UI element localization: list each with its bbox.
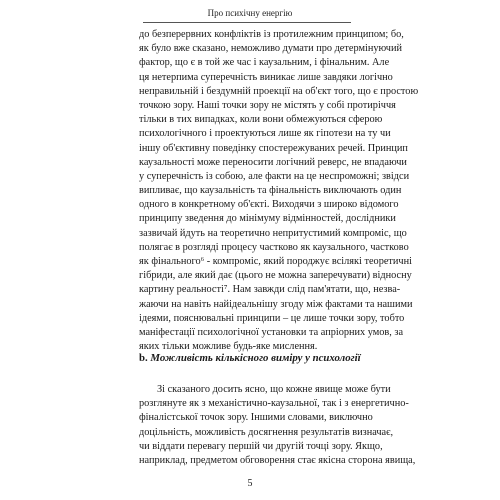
text-line: наприклад, предметом обговорення стає якісна сторона явища, [139, 454, 416, 466]
section-heading [139, 351, 361, 365]
text-line: іншу об'єктивну поведінку спостережуваних речей. Принцип [139, 142, 408, 154]
text-line: доцільність, можливість досягнення результатів визначає, [139, 426, 394, 438]
text-line: картину реальності⁷. Нам завжди слід пам'ятати, що, незва- [139, 284, 401, 296]
text-line: до безперервних конфліктів із протилежним принципом; бо, [139, 29, 404, 40]
paragraph-2 [139, 383, 416, 468]
text-line: гібриди, але який дає (цього не можна заперечувати) відносну [139, 270, 412, 282]
text-line: ідеями, пояснювальні принципи – це лише точки зору, тобто [139, 312, 405, 324]
text-line: у суперечність із собою, але факти на це неспроможні; звідси [139, 170, 410, 182]
text-line: тільки в тих випадках, коли вони обмежуються сферою [139, 114, 383, 126]
text-line: фіналістської точок зору. Іншими словами, виключно [139, 412, 373, 424]
text-line: розглянуте як з механістично-каузальної, так і з енергетично- [139, 398, 409, 410]
text-line: як було вже сказано, неможливо думати про детермінуючий [139, 43, 402, 55]
text-line: яких тільки можливе будь-яке мислення. [139, 341, 318, 353]
text-line: зазвичай йдуть на теоретично непритустимий компроміс, що [139, 227, 407, 239]
text-line: психологічного і проектуються лише як гіпотези на ту чи [139, 128, 391, 140]
text-line: неправильній і бездумній проекції на об'єкт того, що є простою [139, 85, 419, 97]
section-heading-letter: b. [139, 352, 148, 364]
text-line: фактор, що є в той же час і каузальним, і фінальним. Але [139, 57, 390, 69]
page-number: 5 [247, 478, 253, 489]
text-line: випливає, що каузальність та фінальність виключають один [139, 185, 402, 197]
text-line: чи віддати перевагу першій чи другій точці зору. Якщо, [139, 440, 383, 452]
section-heading-text: Можливість кількісного виміру у психології [150, 352, 361, 364]
text-line: маніфестації психологічної установки та апріорних умов, за [139, 326, 404, 338]
paragraph-1 [139, 28, 419, 354]
text-line: жаючи на навіть найідеальнішу згоду між фактами та нашими [139, 298, 413, 310]
running-header: Про психічну енергію [207, 8, 293, 18]
text-line: каузальності може переносити логічний реверс, не впадаючи [139, 156, 407, 168]
text-line: точкою зору. Наші точки зору не містять у собі протиріччя [139, 99, 396, 111]
text-line: одного в конкретному об'єкті. Виходячи з широко відомого [139, 199, 399, 211]
text-line: принципу зведення до мінімуму відмінностей, дослідники [139, 213, 396, 225]
text-line: ця нетерпима суперечність виникає лише завдяки логічно [139, 71, 393, 83]
text-line: як фінального⁶ - компроміс, який породжує всілякі теоретичні [139, 256, 412, 267]
text-line: полягає в розгляді процесу частково як каузального, частково [139, 241, 409, 253]
text-line: Зі сказаного досить ясно, що кожне явище може бути [157, 384, 391, 395]
header-rule [143, 22, 351, 23]
